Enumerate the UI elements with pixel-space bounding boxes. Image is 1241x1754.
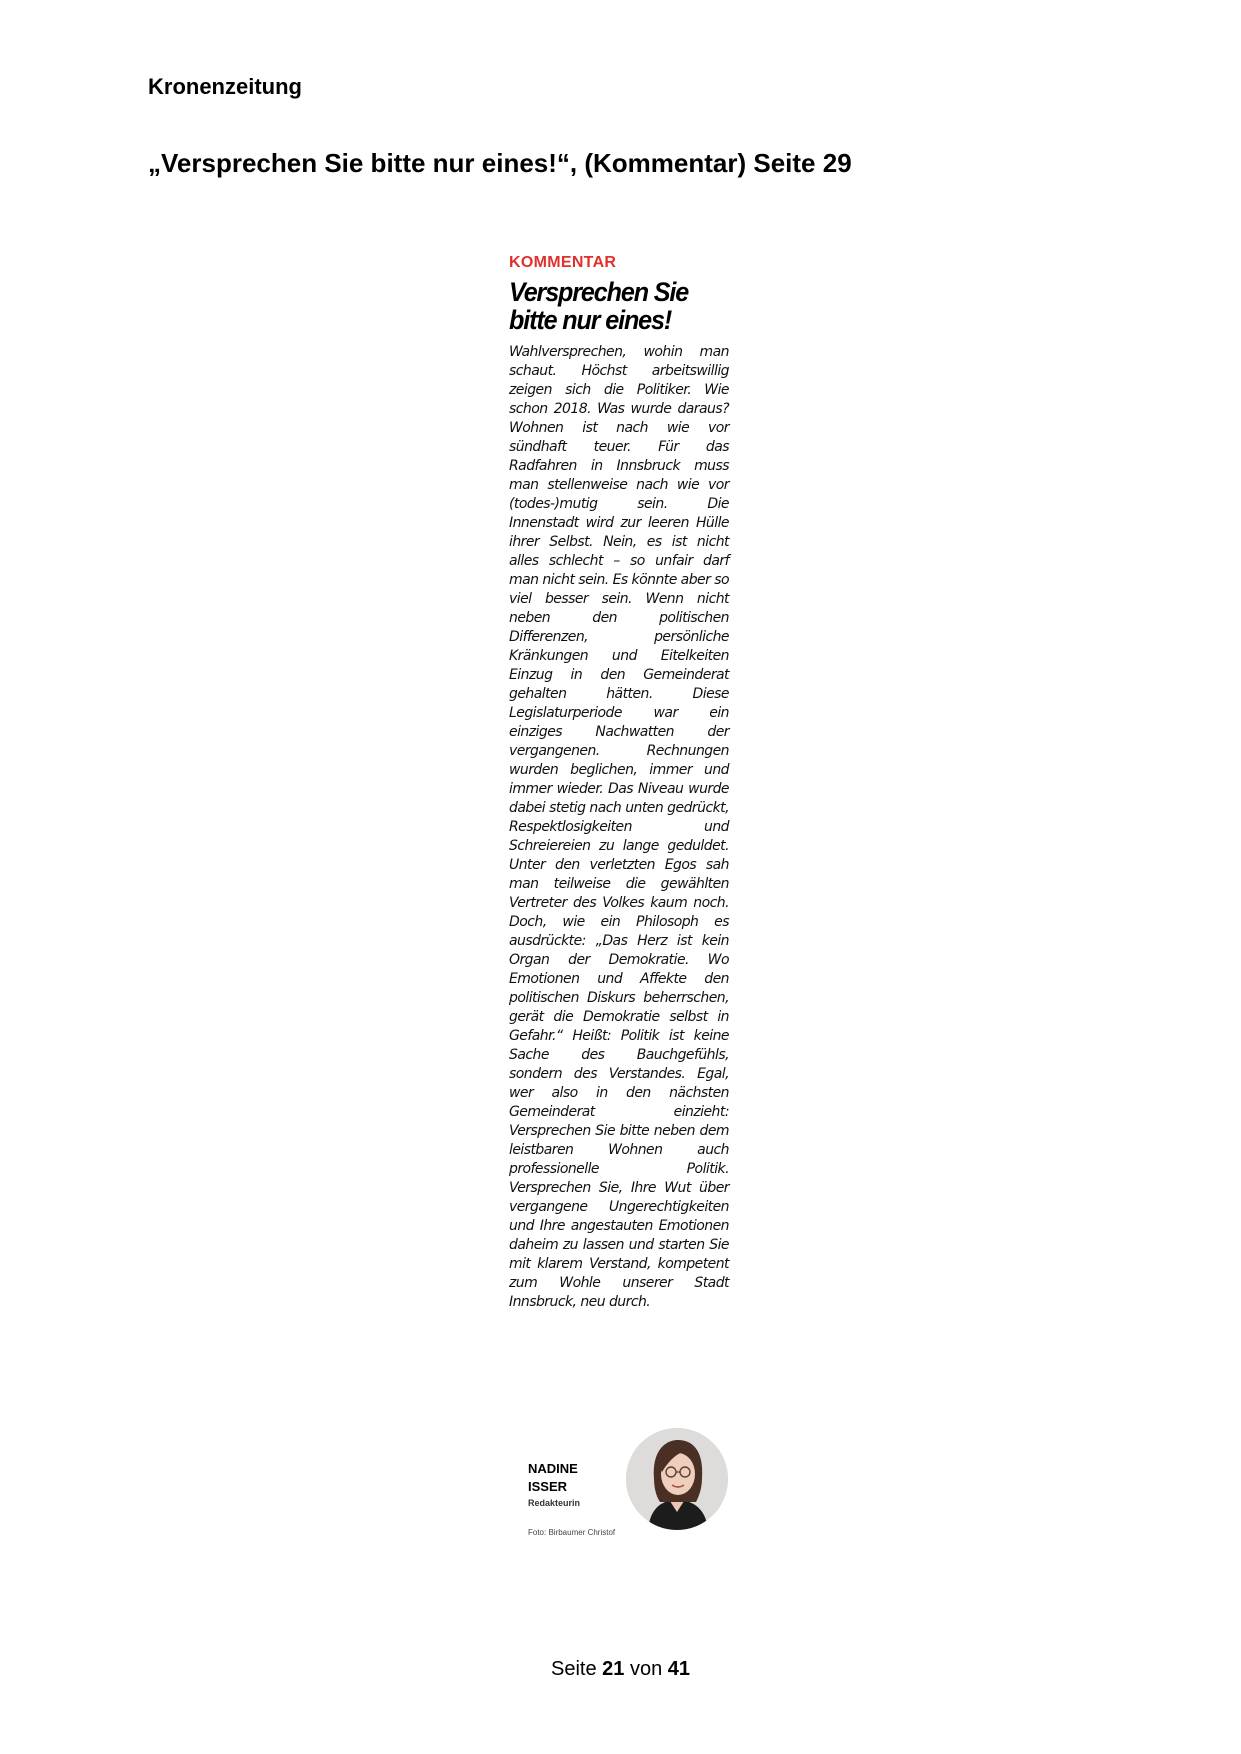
author-box [528, 1428, 738, 1536]
author-last-name: ISSER [528, 1479, 568, 1494]
publication-name: Kronenzeitung [148, 74, 302, 99]
author-first-name: NADINE [528, 1461, 578, 1476]
article-kicker: KOMMENTAR [509, 254, 617, 271]
footer-prefix: Seite [550, 1658, 597, 1680]
total-pages: 41 [667, 1658, 691, 1680]
portrait-image [626, 1428, 728, 1530]
article-body: Wahlversprechen, wohin man schaut. Höchst arbeitswillig zeigen sich die Politiker. Wie schon 2018. Was wurde daraus? Wohnen ist nach wie vor sündhaft teuer. Für das Radfahren in Innsbruck muss man stellenweise nach wie vor (todes-)mutig sein. Die Innenstadt wird zur leeren Hülle ihrer Selbst. Nein, es ist nicht alles schlecht – so unfair darf man nicht sein. Es könnte aber so viel besser sein. Wenn nicht neben den politischen Differenzen, persönliche Kränkungen und Eitelkeiten Einzug in den Gemeinderat gehalten hätten. Diese Legislaturperiode war ein einziges Nachwatten der vergangenen. Rechnungen wurden beglichen, immer und immer wieder. Das Niveau wurde dabei stetig nach unten gedrückt, Respektlosigkeiten und Schreiereien zu lange geduldet. Unter den verletzten Egos sah man teilweise die gewählten Vertreter des Volkes kaum noch. Doch, wie ein Philosoph es ausdrückte: „Das Herz ist kein Organ der Demokratie. Wo Emotionen und Affekte den politischen Diskurs beherrschen, gerät die Demokratie selbst in Gefahr.“ Heißt: Politik ist keine Sache des Bauchgefühls, sondern des Verstandes. Egal, wer also in den nächsten Gemeinderat einzieht: Versprechen Sie bitte neben dem leistbaren Wohnen auch professionelle Politik. Versprechen Sie, Ihre Wut über vergangene Ungerechtigkeiten und Ihre angestauten Emotionen daheim zu lassen und starten Sie mit klarem Verstand, kompetent zum Wohle unserer Stadt Innsbruck, neu durch. [509, 344, 729, 1310]
author-name [528, 1460, 618, 1496]
current-page: 21 [602, 1658, 625, 1680]
photo-credit: Foto: Birbaumer Christof [528, 1528, 616, 1537]
document-title: „Versprechen Sie bitte nur eines!“, (Kommentar) Seite 29 [148, 148, 852, 178]
page-number-footer [0, 1658, 1241, 1681]
author-role: Redakteurin [528, 1498, 581, 1508]
footer-middle: von [629, 1658, 663, 1680]
author-portrait [626, 1428, 728, 1530]
article-headline: Versprechen Sie bitte nur eines! [509, 277, 689, 335]
newspaper-clipping [509, 254, 729, 1536]
